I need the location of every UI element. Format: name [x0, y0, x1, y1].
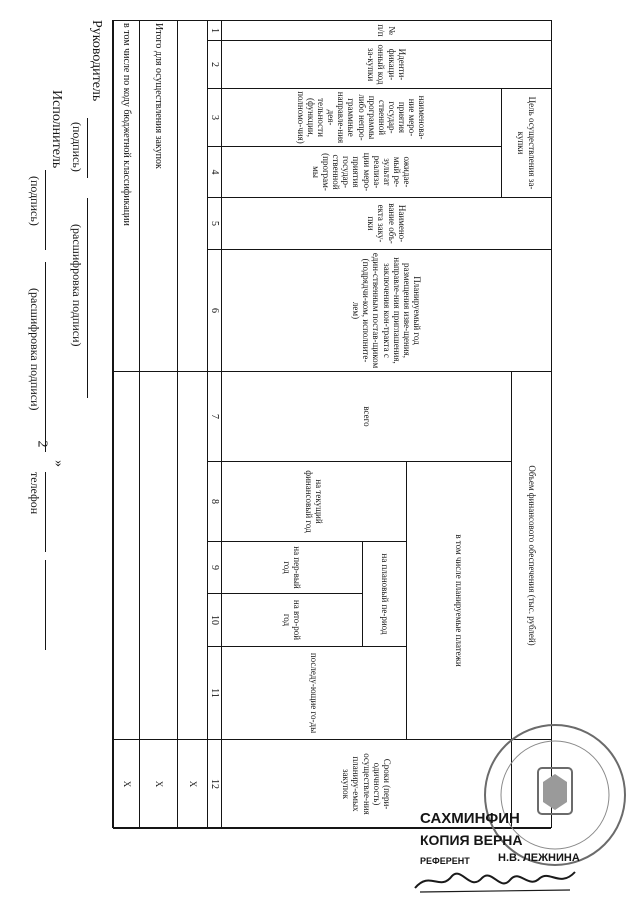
closing-quote: »	[51, 460, 66, 467]
num-cell: 3	[207, 89, 221, 147]
header-planned-year: Планируемый год размещения изве-щения, направле-ния приглашения, заключения кон-тракта с един-ственным постав-щиком (подрядчи-ком, исполните-лем)	[221, 250, 551, 372]
empty-data-row	[177, 21, 207, 372]
budget-row-label: в том числе по коду бюджетной классификации	[113, 21, 139, 372]
num-cell: 5	[207, 198, 221, 250]
num-cell: 1	[207, 21, 221, 41]
num-cell: 4	[207, 147, 221, 198]
page-number: 2	[34, 440, 50, 448]
header-total: всего	[221, 372, 511, 462]
phone-value-line	[45, 560, 46, 650]
head-sign-line	[87, 118, 88, 178]
num-cell: 11	[207, 647, 221, 740]
num-cell: 6	[207, 250, 221, 372]
header-goal: Цель осуществления за-купки	[501, 89, 551, 198]
procurement-plan-table	[112, 20, 552, 828]
x-cell: X	[113, 740, 139, 829]
num-cell: 12	[207, 740, 221, 829]
stamp-name: Н.В. ЛЕЖНИНА	[498, 852, 580, 864]
num-cell: 8	[207, 462, 221, 542]
x-cell: X	[177, 740, 207, 829]
stamp-referent: РЕФЕРЕНТ	[420, 856, 470, 866]
head-decode-line	[87, 198, 88, 398]
header-first-year: на пер-вый год	[221, 542, 362, 594]
phone-line	[45, 472, 46, 552]
head-label: Руководитель	[89, 20, 104, 102]
header-planned-payments: в том числе планируемые платежи	[406, 462, 511, 740]
total-row-label: Итого для осуществления закупок	[139, 21, 177, 372]
phone-label: телефон	[28, 472, 42, 515]
header-object: Наимено-вание объ-екта заку-пки	[221, 198, 551, 250]
num-cell: 2	[207, 41, 221, 89]
head-decode-hint: (расшифровка подписи)	[70, 224, 84, 347]
header-terms: Сроки (пери-одичность) осуществле-ния планиру-емых закупок	[221, 740, 511, 829]
executor-label: Исполнитель	[49, 90, 64, 169]
empty-data-row	[177, 372, 207, 740]
header-second-year: на вто-рой год	[221, 594, 362, 647]
header-ikz: Иденти-фикаци-онный код за-купки	[221, 41, 551, 89]
head-sign-hint: (подпись)	[70, 122, 84, 172]
x-cell: X	[139, 740, 177, 829]
budget-row-values	[113, 372, 139, 740]
header-current-year: на текущий финансовый год	[221, 462, 406, 542]
header-result: ожидае-мый ре-зультат реализа-ции меро-приятия государ-ственной (програм-мы	[221, 147, 501, 198]
header-plan-period: на плановый пе-риод	[362, 542, 406, 647]
num-cell: 9	[207, 542, 221, 594]
num-cell: 7	[207, 372, 221, 462]
total-row-values	[139, 372, 177, 740]
num-cell: 10	[207, 594, 221, 647]
stamp-copy: КОПИЯ ВЕРНА	[420, 832, 523, 848]
executor-decode-hint: (расшифровка подписи)	[28, 288, 42, 411]
header-next-years: последу-ющие го-ды	[221, 647, 406, 740]
stamp-org: САХМИНФИН	[420, 810, 520, 827]
header-event: наименова-ние меро-приятия государ-ственной программы либо непро-граммные направле-ния дея-тельности (функции, полномо-чия)	[221, 89, 501, 147]
executor-sign-line	[45, 170, 46, 250]
header-finance: Объем финансового обеспечения (тыс. рублей)	[511, 372, 551, 740]
executor-decode-line	[45, 262, 46, 452]
header-number: № п/п	[221, 21, 551, 41]
executor-sign-hint: (подпись)	[28, 176, 42, 226]
handwritten-signature	[410, 862, 580, 898]
